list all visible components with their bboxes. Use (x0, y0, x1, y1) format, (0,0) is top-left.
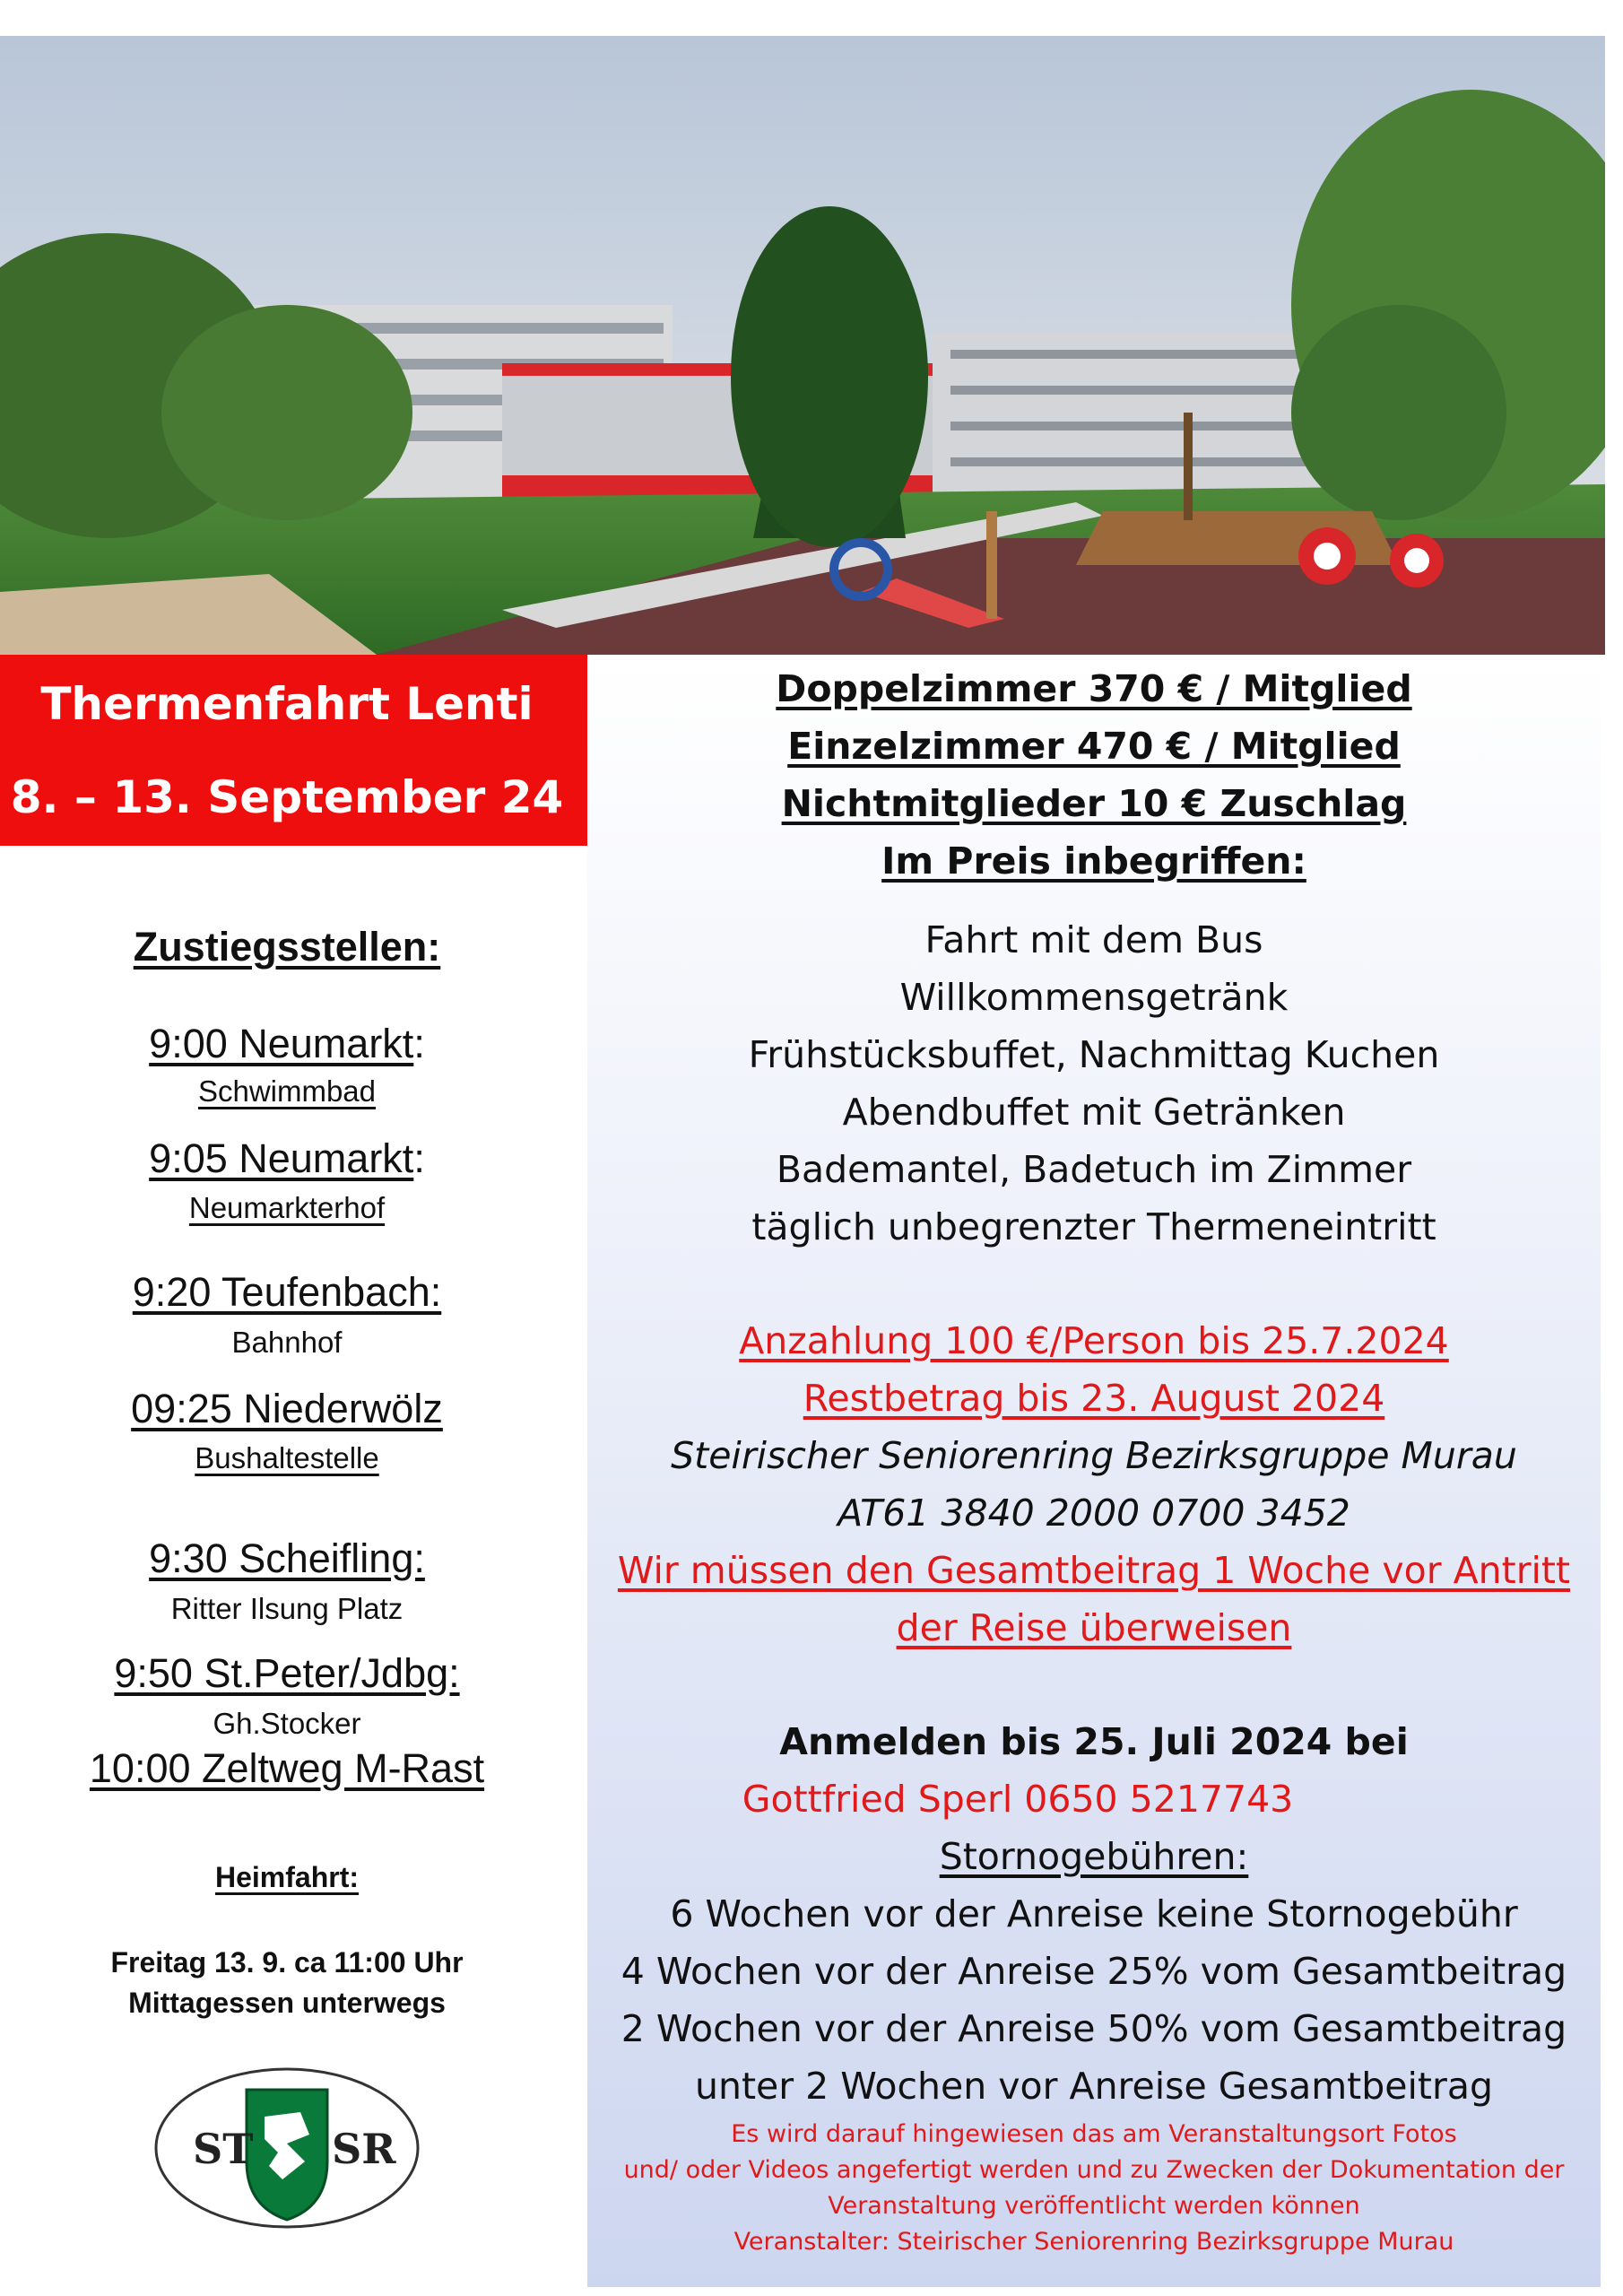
stop-place: Neumarkterhof (188, 1191, 386, 1224)
included-item: Willkommensgetränk (899, 976, 1289, 1019)
stops-heading: Zustiegsstellen: (133, 924, 441, 970)
stop-place: Bahnhof (231, 1326, 343, 1359)
footer-note: und/ oder Videos angefertigt werden und zu Zwecken der Dokumentation der (623, 2156, 1565, 2184)
stop-time: 9:20 Teufenbach: (132, 1269, 442, 1315)
payment-notice: Wir müssen den Gesamtbeitrag 1 Woche vor Antritt (617, 1549, 1571, 1592)
return-heading: Heimfahrt: (214, 1861, 359, 1893)
iban: AT61 3840 2000 0700 3452 (838, 1492, 1350, 1535)
return-note: Mittagessen unterwegs (128, 1987, 446, 2019)
footer-note: Veranstaltung veröffentlicht werden können (828, 2192, 1360, 2220)
event-dates: 8. – 13. September 24 (10, 771, 564, 823)
stop-time: 10:00 Zeltweg M-Rast (89, 1745, 485, 1791)
cancellation-rule: 4 Wochen vor der Anreise 25% vom Gesamtbeitrag (621, 1950, 1567, 1993)
footer-note: Es wird darauf hingewiesen das am Veranstaltungsort Fotos (731, 2120, 1457, 2148)
deposit-info: Anzahlung 100 €/Person bis 25.7.2024 (739, 1319, 1449, 1362)
event-title: Thermenfahrt Lenti (40, 678, 534, 730)
account-name: Steirischer Seniorenring Bezirksgruppe Murau (671, 1434, 1517, 1477)
stop-place: Gh.Stocker (213, 1707, 361, 1740)
logo-left-text: ST (193, 2125, 254, 2173)
included-item: Abendbuffet mit Getränken (842, 1091, 1346, 1134)
stop-time: 9:50 St.Peter/Jdbg: (114, 1650, 460, 1696)
included-item: Bademantel, Badetuch im Zimmer (776, 1148, 1412, 1191)
stop-time: 9:00 Neumarkt: (149, 1021, 425, 1066)
price-single: Einzelzimmer 470 € / Mitglied (787, 725, 1401, 768)
cancellation-rule: unter 2 Wochen vor Anreise Gesamtbeitrag (695, 2065, 1493, 2108)
return-time: Freitag 13. 9. ca 11:00 Uhr (110, 1946, 464, 1979)
included-item: täglich unbegrenzter Thermeneintritt (751, 1205, 1436, 1248)
registration-deadline: Anmelden bis 25. Juli 2024 bei (779, 1720, 1409, 1763)
stop-time: 9:30 Scheifling: (149, 1535, 425, 1581)
organizer-note: Veranstalter: Steirischer Seniorenring Bezirksgruppe Murau (733, 2228, 1454, 2256)
cancellation-rule: 6 Wochen vor der Anreise keine Stornogebühr (670, 1892, 1518, 1935)
info-panel (587, 655, 1601, 2287)
cancellation-rule: 2 Wochen vor der Anreise 50% vom Gesamtbeitrag (621, 2007, 1567, 2050)
stop-place: Schwimmbad (197, 1074, 377, 1108)
logo-right-text: SR (332, 2125, 396, 2173)
registration-contact: Gottfried Sperl 0650 5217743 (742, 1778, 1294, 1821)
hotel-photo (0, 36, 1605, 655)
price-nonmember: Nichtmitglieder 10 € Zuschlag (781, 782, 1407, 825)
cancellation-heading: Stornogebühren: (939, 1835, 1249, 1878)
stop-place: Bushaltestelle (195, 1441, 379, 1474)
title-banner (0, 655, 587, 846)
balance-info: Restbetrag bis 23. August 2024 (803, 1377, 1385, 1420)
included-heading: Im Preis inbegriffen: (881, 839, 1306, 883)
included-item: Fahrt mit dem Bus (924, 918, 1263, 961)
stop-place: Ritter Ilsung Platz (170, 1592, 404, 1625)
stsr-logo (152, 2063, 421, 2233)
payment-notice: der Reise überweisen (896, 1606, 1292, 1649)
stop-time: 09:25 Niederwölz (131, 1386, 443, 1431)
stop-time: 9:05 Neumarkt: (149, 1135, 425, 1181)
included-item: Frühstücksbuffet, Nachmittag Kuchen (748, 1033, 1440, 1076)
price-double: Doppelzimmer 370 € / Mitglied (776, 667, 1412, 710)
